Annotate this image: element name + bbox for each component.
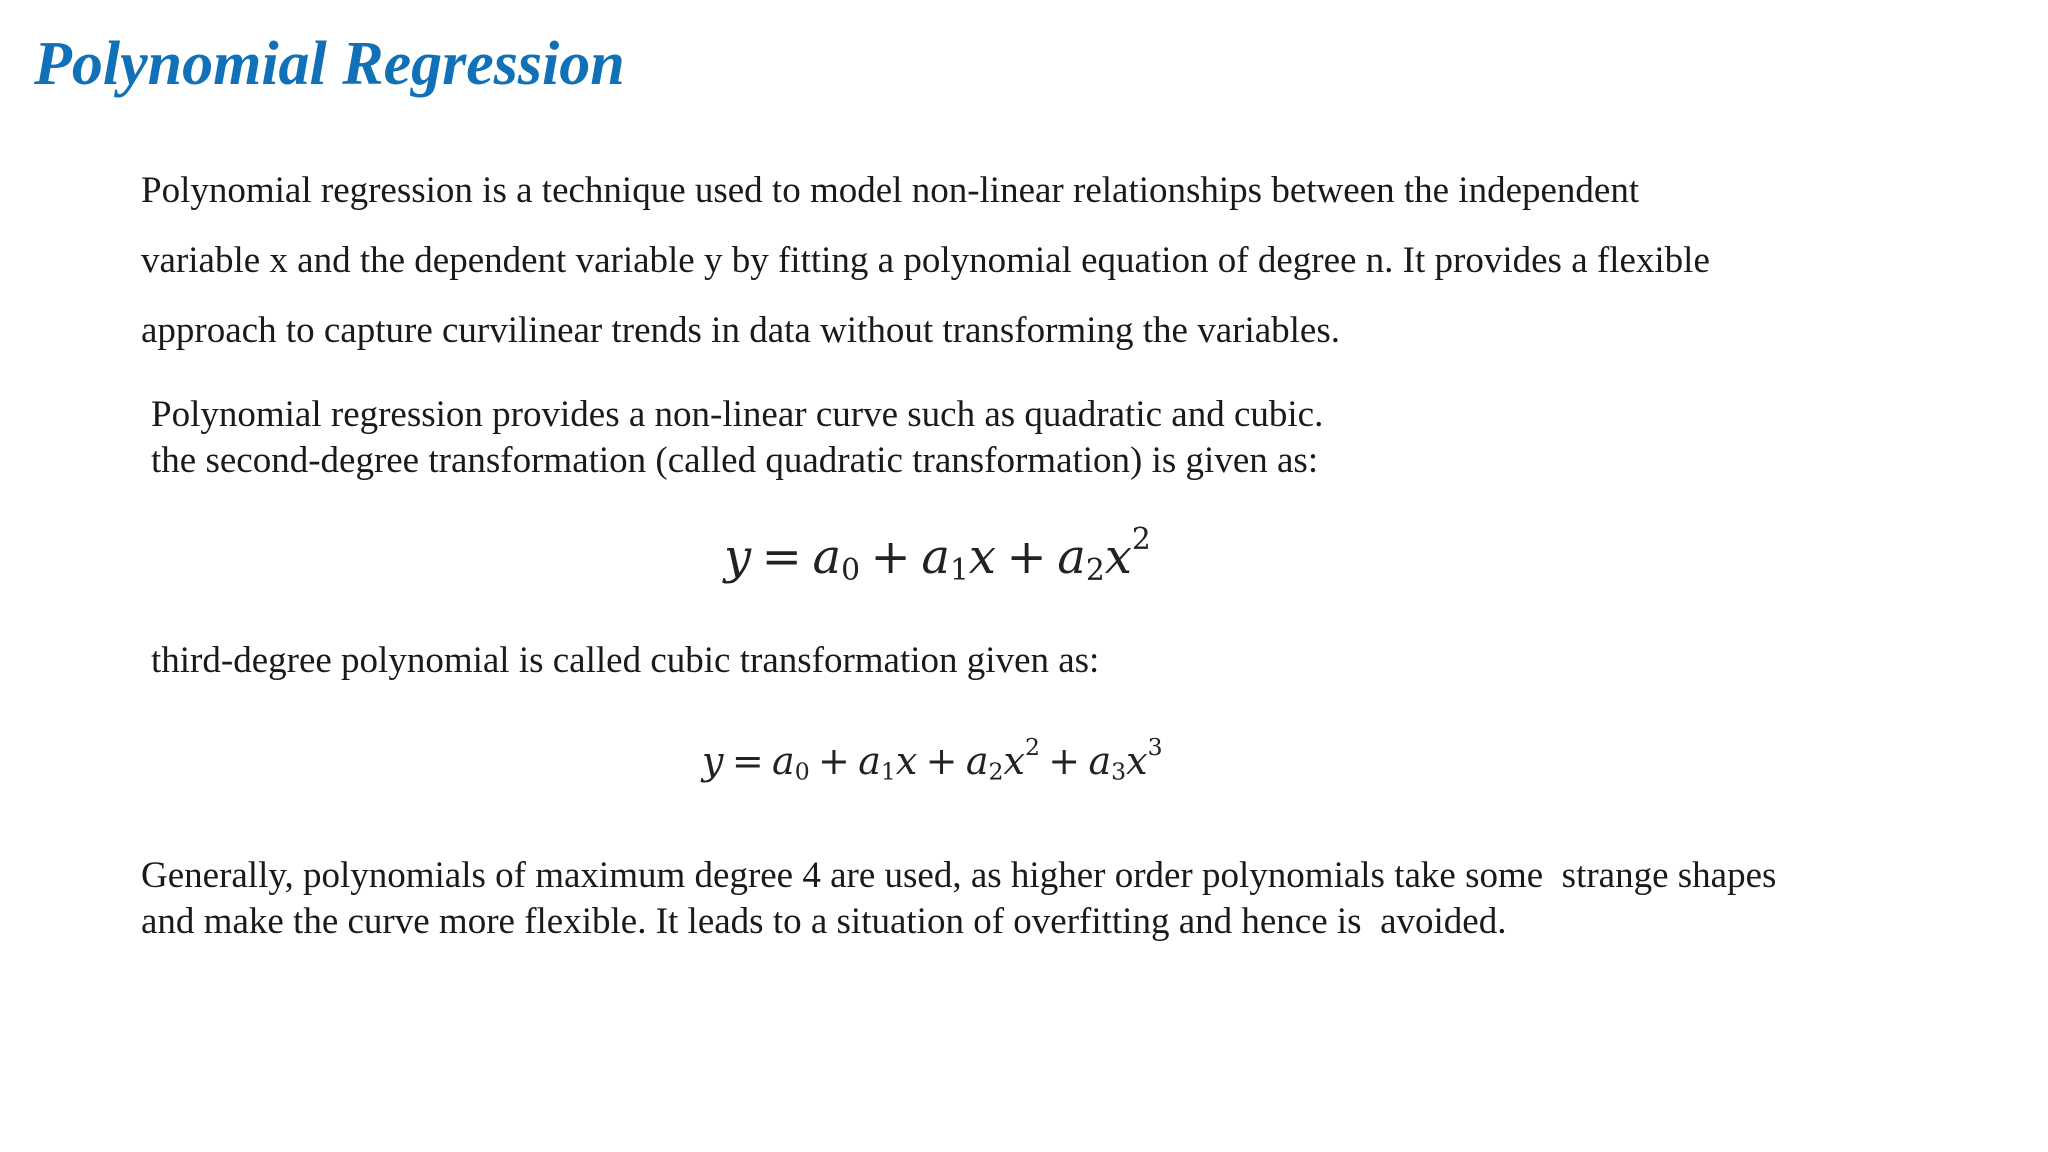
equation-coefficient: a <box>772 738 795 783</box>
equation-variable: x <box>1104 528 1132 585</box>
equals-sign: = <box>731 738 764 783</box>
intro-paragraph <box>141 156 1813 366</box>
quadratic-description <box>151 392 1323 484</box>
intro-line: Polynomial regression is a technique used to model non-linear relationships between the independent <box>141 170 1640 211</box>
quadratic-description-line: Polynomial regression provides a non-linear curve such as quadratic and cubic. <box>151 394 1324 435</box>
equation-exponent: 2 <box>1024 733 1040 761</box>
equation-coefficient: a <box>812 528 842 585</box>
equation-variable: x <box>895 738 918 783</box>
plus-sign: + <box>1048 738 1081 783</box>
slide-title: Polynomial Regression <box>34 30 625 98</box>
equation-lhs: y <box>724 528 752 585</box>
equation-coefficient: a <box>1088 738 1112 783</box>
quadratic-description-line: the second-degree transformation (called quadratic transformation) is given as: <box>151 440 1319 481</box>
plus-sign: + <box>925 738 958 783</box>
quadratic-equation <box>724 508 1151 603</box>
equation-subscript: 2 <box>1085 553 1105 589</box>
general-line: Generally, polynomials of maximum degree 4 are used, as higher order polynomials take some strange shapes <box>141 855 1777 896</box>
general-line: and make the curve more flexible. It leads to a situation of overfitting and hence is avoided. <box>141 901 1507 942</box>
plus-sign: + <box>1006 528 1047 585</box>
equation-exponent: 3 <box>1147 733 1163 761</box>
equation-subscript: 1 <box>949 553 969 589</box>
equation-lhs: y <box>702 738 724 783</box>
cubic-equation <box>702 720 1163 799</box>
intro-line: approach to capture curvilinear trends in data without transforming the variables. <box>141 310 1340 351</box>
plus-sign: + <box>818 738 850 783</box>
equation-subscript: 3 <box>1111 757 1127 786</box>
equation-subscript: 2 <box>988 757 1004 786</box>
equation-exponent: 2 <box>1131 522 1151 557</box>
equation-variable: x <box>1126 738 1148 783</box>
equation-subscript: 1 <box>880 757 896 786</box>
plus-sign: + <box>870 528 911 585</box>
cubic-description: third-degree polynomial is called cubic transformation given as: <box>151 640 1100 681</box>
equation-subscript: 0 <box>794 757 810 786</box>
equation-coefficient: a <box>921 528 950 585</box>
general-paragraph <box>141 853 1776 945</box>
equation-subscript: 0 <box>841 553 860 589</box>
equals-sign: = <box>761 528 802 585</box>
equation-coefficient: a <box>965 738 989 783</box>
equation-variable: x <box>968 528 996 585</box>
equation-coefficient: a <box>858 738 881 783</box>
intro-line: variable x and the dependent variable y by fitting a polynomial equation of degree n. It provides a flexible <box>141 240 1710 281</box>
equation-coefficient: a <box>1057 528 1086 585</box>
equation-variable: x <box>1003 738 1025 783</box>
